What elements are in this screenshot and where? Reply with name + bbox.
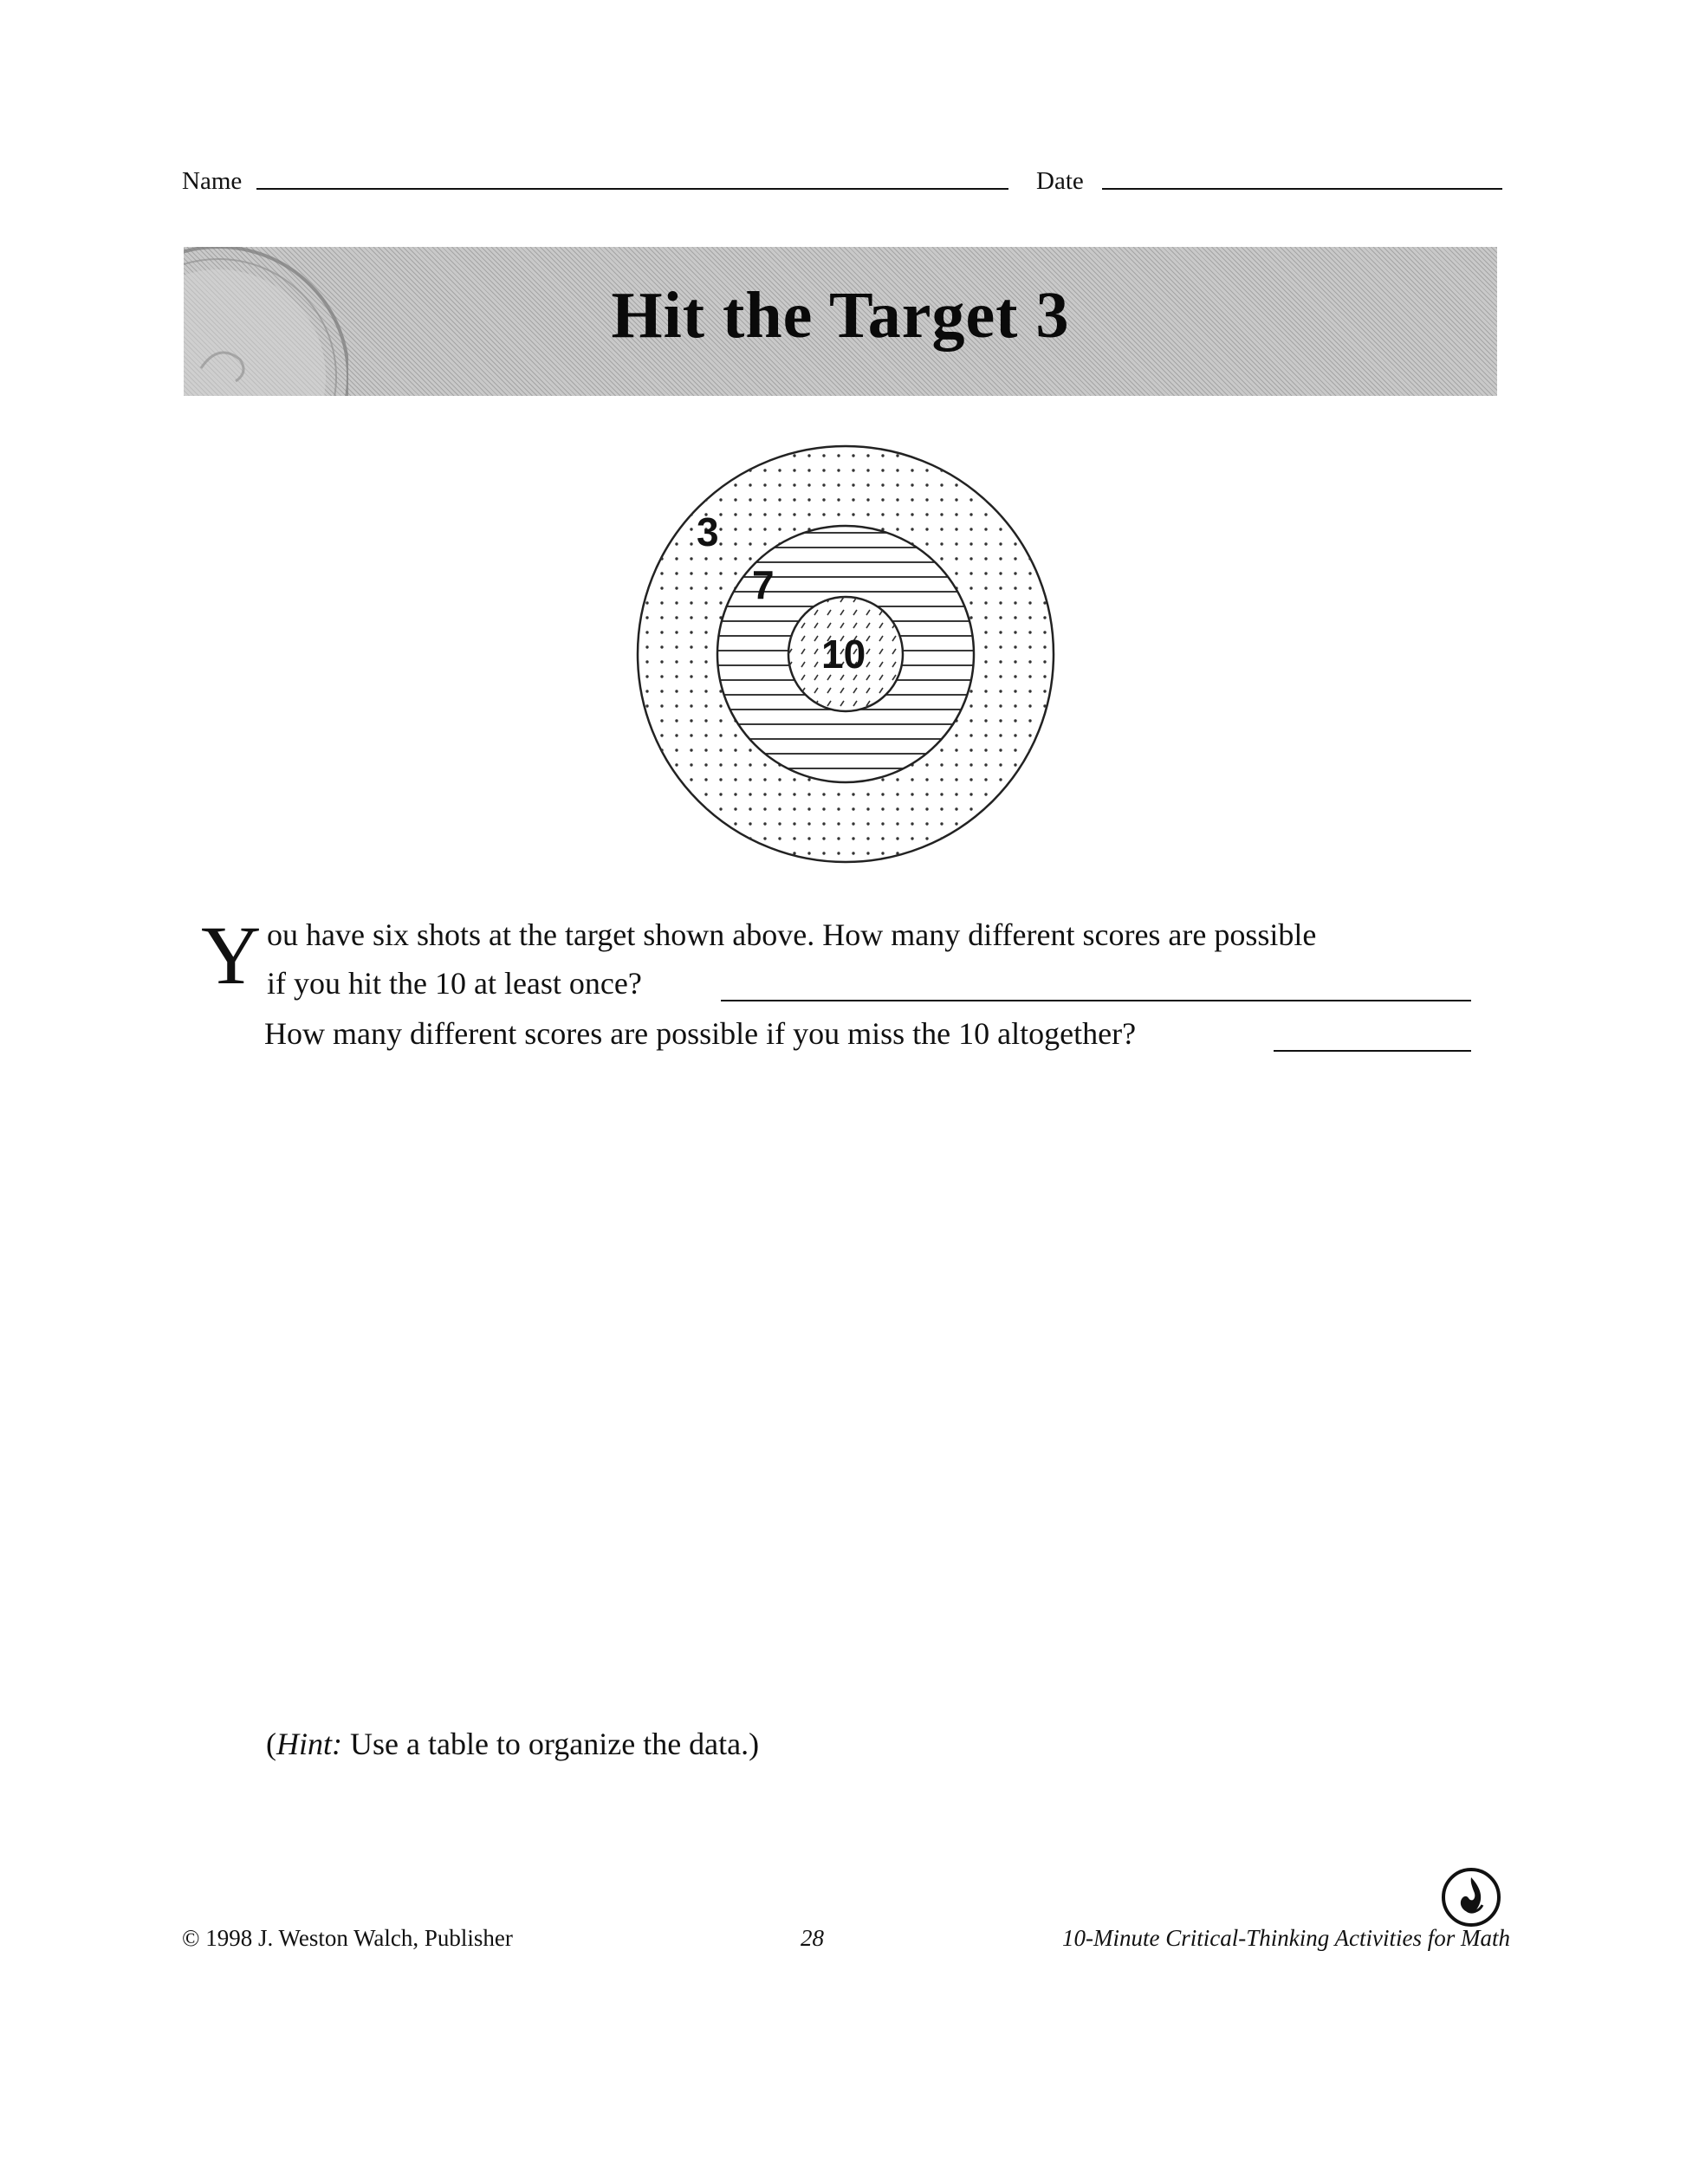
answer-blank-2[interactable] [1274,1050,1471,1052]
copyright-text: © 1998 J. Weston Walch, Publisher [182,1925,513,1951]
problem-line-2: if you hit the 10 at least once? [267,966,642,1001]
answer-blank-1[interactable] [721,1000,1471,1001]
book-title: 10-Minute Critical-Thinking Activities for Math [1062,1925,1510,1951]
problem-line-3: How many different scores are possible if you miss the 10 altogether? [264,1016,1137,1051]
dropcap-letter: Y [201,909,262,1001]
title-banner [184,247,1497,396]
ring-label-7: 7 [752,562,775,607]
hint-label: Hint: [276,1727,342,1761]
problem-line-1: ou have six shots at the target shown above. How many different scores are possible [267,917,1317,952]
ring-label-10: 10 [821,632,866,677]
date-field[interactable] [1102,188,1502,190]
ring-label-3: 3 [697,509,719,554]
name-field[interactable] [256,188,1008,190]
page-title: Hit the Target 3 [611,279,1070,352]
name-label: Name [182,167,243,195]
flame-logo-icon [1441,1867,1501,1928]
page-number: 28 [801,1925,824,1951]
hint-text: (Hint: Use a table to organize the data.) [266,1727,760,1761]
date-label: Date [1036,167,1084,195]
target-diagram [629,437,1062,871]
